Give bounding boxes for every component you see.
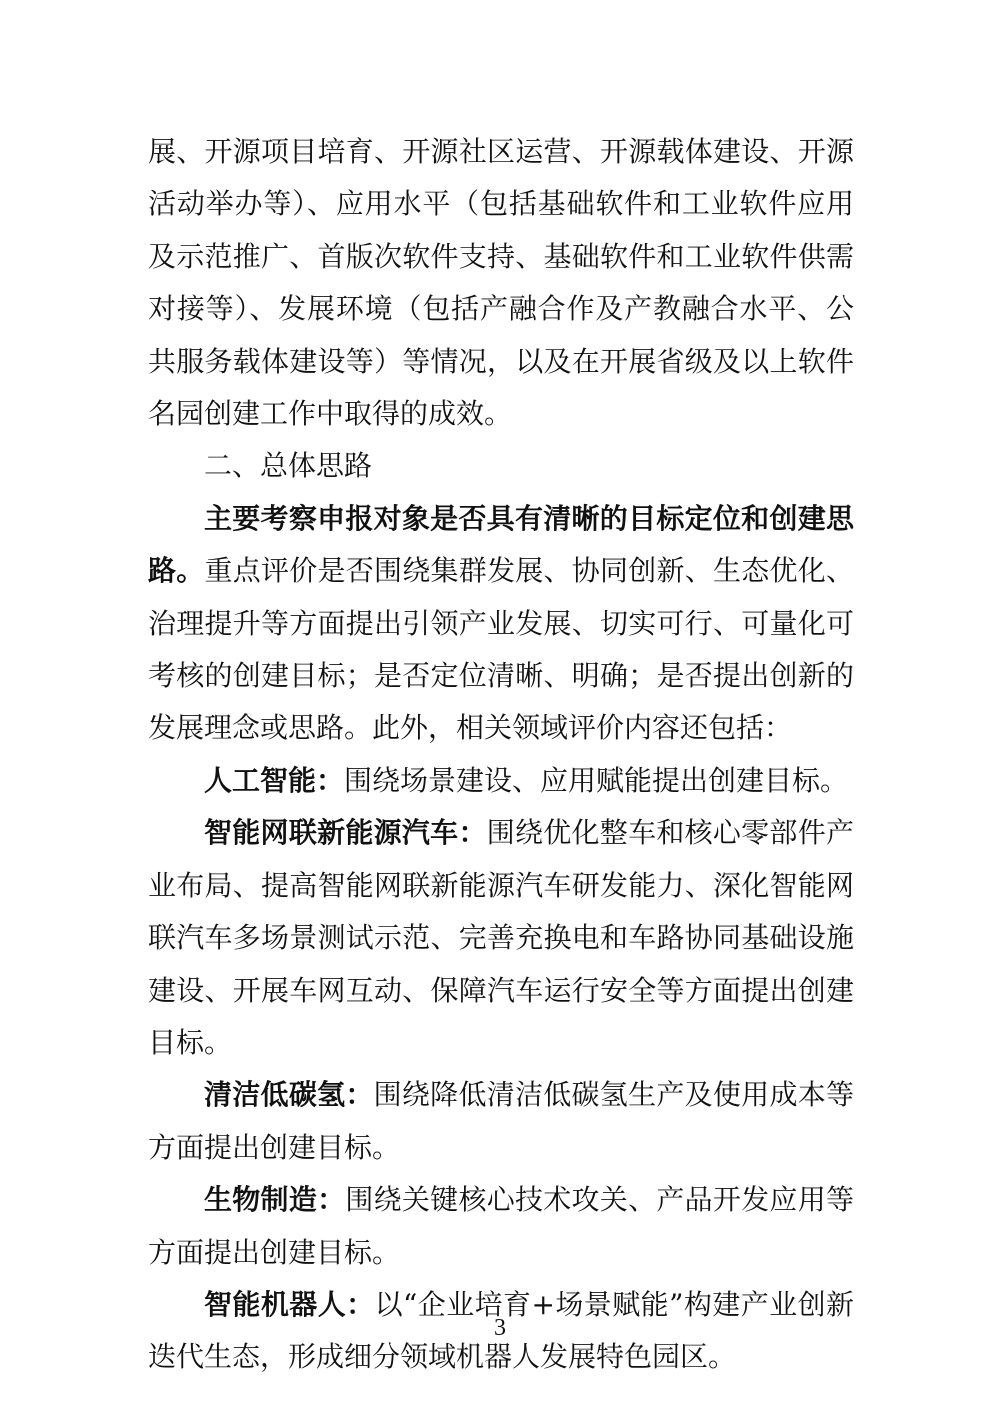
paragraph-lead: 智能机器人： <box>204 1287 375 1321</box>
paragraph-lead: 主要考察申报对象是否具有清晰的目标定位和创建思路。 <box>148 501 854 588</box>
paragraph-text: 展、开源项目培育、开源社区运营、开源载体建设、开源活动举办等）、应用水平（包括基础软件和工业软件应用及示范推广、首版次软件支持、基础软件和工业软件供需对接等）、发展环境（包括产融合作及产教融合水平、公共服务载体建设等）等情况，以及在开展省级及以上软件名园创建工作中取得的成效。 <box>148 135 854 431</box>
paragraph-text: 围绕场景建设、应用赋能提出创建目标。 <box>344 763 849 797</box>
bio-paragraph <box>148 1174 854 1279</box>
paragraph-lead: 人工智能： <box>204 763 345 797</box>
document-body <box>148 126 854 1384</box>
paragraph-lead: 生物制造： <box>204 1183 346 1217</box>
continuation-paragraph <box>148 126 854 440</box>
nev-paragraph <box>148 807 854 1069</box>
paragraph-text: 以“企业培育+场景赋能”构建产业创新迭代生态，形成细分领域机器人发展特色园区。 <box>148 1287 854 1374</box>
paragraph-text: 重点评价是否围绕集群发展、协同创新、生态优化、治理提升等方面提出引领产业发展、切实可行、可量化可考核的创建目标；是否定位清晰、明确；是否提出创新的发展理念或思路。此外，相关领域评价内容还包括： <box>148 554 854 745</box>
section-heading <box>148 440 854 492</box>
page-number: 3 <box>494 1315 506 1341</box>
ai-paragraph <box>148 755 854 807</box>
paragraph-text: 围绕关键核心技术攻关、产品开发应用等方面提出创建目标。 <box>148 1183 854 1269</box>
paragraph-text: 围绕降低清洁低碳氢生产及使用成本等方面提出创建目标。 <box>148 1078 854 1164</box>
paragraph-lead: 智能网联新能源汽车： <box>204 816 487 850</box>
paragraph-lead: 清洁低碳氢： <box>204 1078 374 1112</box>
hydrogen-paragraph <box>148 1069 854 1174</box>
paragraph-text: 围绕优化整车和核心零部件产业布局、提高智能网联新能源汽车研发能力、深化智能网联汽车多场景测试示范、完善充换电和车路协同基础设施建设、开展车网互动、保障汽车运行安全等方面提出创建目标。 <box>148 816 854 1059</box>
overview-paragraph <box>148 493 854 755</box>
section-heading-text: 二、总体思路 <box>204 449 373 483</box>
